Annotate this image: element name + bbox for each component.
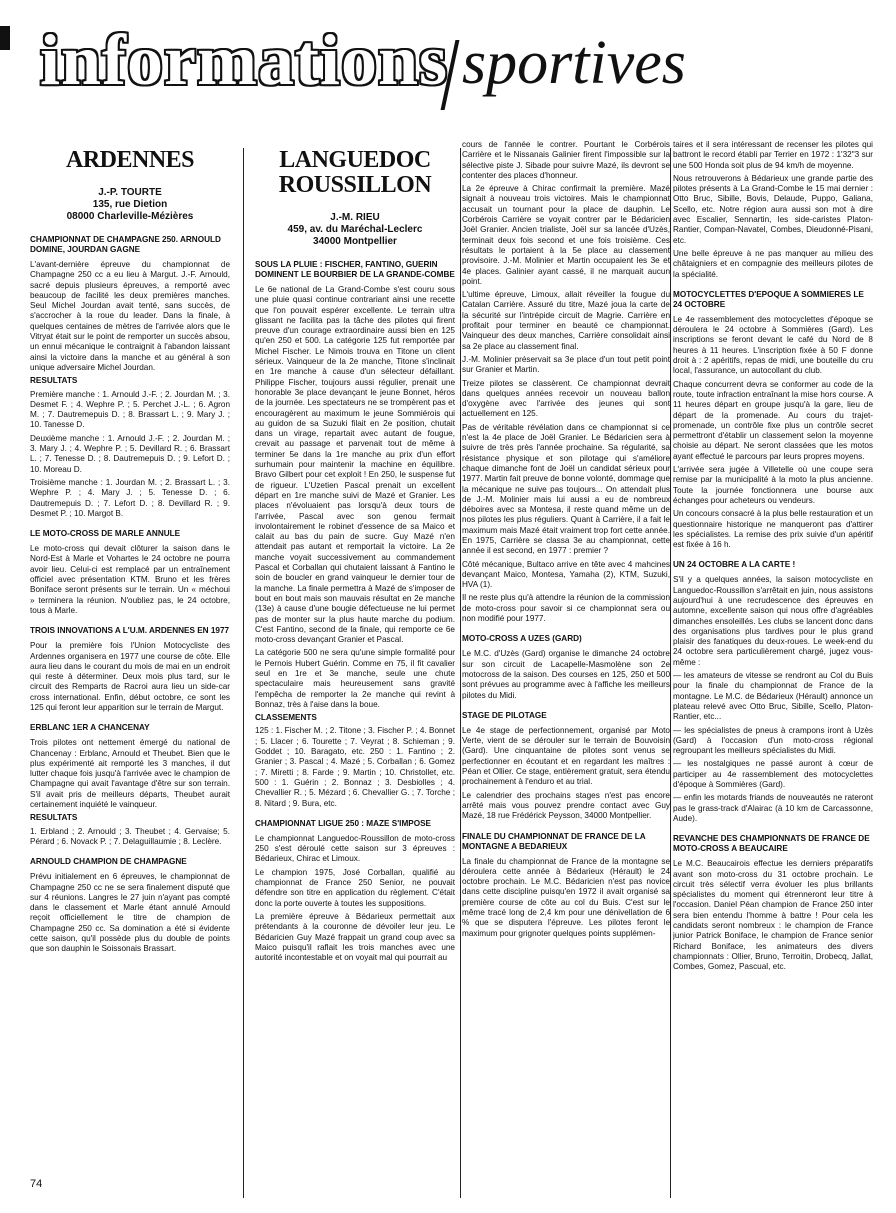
article-paragraph: La finale du championnat de France de la montagne se déroulera cette année à Bédarieux (Hérault) le 24 octobre prochain. Le M.C. Bédaricien n'est pas novice dans cette discipline puisqu'en 1972 il avait organisé sa première course de côte au col du Buis. C'est sur le même tracé long de 2,4 km pour une dénivellation de 6 % que se disputera l'épreuve. Les pilotes feront le maximum pour grignoter quelques points supplémen- [462, 856, 670, 938]
address-line: J.-P. TOURTE [98, 187, 162, 198]
results-text: Première manche : 1. Arnould J.-F. ; 2. Jourdan M. ; 3. Desmet F. ; 4. Wephre P. ; 5. Perchet J.-L. ; 6. Agron M. ; 7. Dautremepuis D. ; 8. Brassart L. ; 9. Mary J. ; 10. Tanesse D. [30, 389, 230, 430]
address-line: 135, rue Dietion [92, 199, 168, 210]
article-paragraph: L'ultime épreuve, Limoux, allait réveiller la fougue du Catalan Carrière. Assuré du titre, Mazé joua la carte de la sécurité sur l'intrépide circuit de Magrie. Carrière en profitait pour terminer en beauté ce championnat. Vainqueur des deux manches, Carrière consolidait ainsi sa 2e place au classement final. [462, 290, 670, 351]
article-title: CHAMPIONNAT LIGUE 250 : MAZE S'IMPOSE [255, 818, 432, 828]
article-paragraph: — les spécialistes de pneus à crampons iront à Uzès (Gard) à l'occasion d'un moto-cross régional regroupant les meilleurs spécialistes du Midi. [673, 725, 873, 756]
article-paragraph: Côté mécanique, Bultaco arrive en tête avec 4 mahcines devançant Maico, Montesa, Yamaha (2), KTM, Suzuki, HVA (1). [462, 559, 670, 590]
region-title: ARDENNES [65, 147, 195, 173]
article-paragraph: L'avant-dernière épreuve du championnat de Champagne 250 cc a eu lieu à Margut. J.-F. Arnould, sacré depuis plusieurs épreuves, a remporté avec beaucoup de facilité les deux premières manches. Seul Michel Jourdan avait tenté, sans succès, de s'accrocher à la roue du leader. Dans la finale, à quelques centaines de mètres de l'arrivée alors que le Vitryat était sur le point de remporter un succès absou, un ennui mécanique le contraignit à l'abandon laissant ainsi la victoire dans la manche et au général à son unique adversaire Michel Jourdan. [30, 260, 230, 372]
article-paragraph: J.-M. Molinier préservait sa 3e place d'un tout petit point sur Granier et Martin. [462, 354, 670, 375]
article-paragraph: S'il y a quelques années, la saison motocycliste en Languedoc-Roussillon s'arrêtait en juin, nous assistons aujourd'hui à une recrudescence des épreuves en automne, excellente saison qui nous offre d'agréables dimanches ensoleillés. Les clubs se lancent donc dans des organisations plus tardives pour le plus grand plaisir des fanatiques du deux-roues. Le week-end du 24 octobre sera particulièrement chargé, jugez vous-même : [673, 575, 873, 667]
article-paragraph: Un concours consacré à la plus belle restauration et un questionnaire historique ne manqueront pas d'attirer les spécialistes. La remise des prix suivie d'un apéritif est fixée à 16 h. [673, 509, 873, 550]
article-paragraph: Pour la première fois l'Union Motocycliste des Ardennes organisera en 1977 une course de côte. Elle aura lieu dans le courant du mois de mai en un endroit qui reste à déterminer. Deux mois plus tard, sur le circuit des Remparts de Racroi aura lieu un side-car cross international. Enfin, début octobre, ce sont les 125 qui feront leur apparition sur le terrain de Margut. [30, 641, 230, 712]
address-line: 459, av. du Maréchal-Leclerc [287, 224, 423, 235]
article-title: REVANCHE DES CHAMPIONNATS DE FRANCE DE MOTO-CROSS A BEAUCAIRE [673, 834, 870, 854]
article-paragraph: taires et il sera intéressant de recenser les pilotes qui battront le record établi par Terrier en 1972 : 1'32"3 sur une 500 Honda soit plus de 94 km/h de moyenne. [673, 140, 873, 170]
column-rule [460, 148, 461, 1198]
corner-mark [0, 26, 10, 50]
correspondent-address [255, 212, 455, 248]
article-paragraph: Une belle épreuve à ne pas manquer au milieu des châtaigniers et en compagnie des meilleurs pilotes de la spécialité. [673, 248, 873, 279]
article-title: LE MOTO-CROSS DE MARLE ANNULE [30, 529, 181, 539]
article-paragraph: Le 4e stage de perfectionnement, organisé par Moto Verte, vient de se dérouler sur le terrain de Bouvoisin (Gard). Une cinquantaine de pilotes sont venus se perfectionner en écoutant et en regardant les maîtres : Péan et Ollier. Ce stage, entièrement gratuit, sera étendu prochainement à l'enduro et au trial. [462, 725, 670, 787]
article-paragraph: Nous retrouverons à Bédarieux une grande partie des pilotes présents à La Grand-Combe le 15 mai dernier : Otto Bruc, Sibille, Bovis, Delaude, Puppo, Galiana, Scello, etc. Notre région aura aussi son mot à dire avec Escalier, Sennartin, les side-caristes Platon-Rantier, Compan-Navatel, Combes, Dieudonné-Pisani, etc. [673, 173, 873, 245]
column-rule [670, 148, 671, 1198]
results-label: RESULTATS [30, 813, 78, 823]
article-paragraph: — enfin les motards friands de nouveautés ne rateront pas le grass-track d'Alairac (à 10 km de Carcassonne, Aude). [673, 793, 873, 823]
article-paragraph: Le calendrier des prochains stages n'est pas encore arrêté mais vous pouvez prendre contact avec Guy Mazé, 18 rue Frédérick Peysson, 34000 Montpellier. [462, 790, 670, 821]
article-title: FINALE DU CHAMPIONNAT DE FRANCE DE LA MONTAGNE A BEDARIEUX [462, 831, 646, 851]
column-rule [243, 148, 244, 1198]
column-three [462, 140, 670, 1200]
article-title: ERBLANC 1ER A CHANCENAY [30, 723, 150, 733]
article-paragraph: Il ne reste plus qu'à attendre la réunion de la commission de moto-cross pour savoir si ce championnat sera ou non modifié pour 1977. [462, 593, 670, 624]
page-header [0, 0, 896, 120]
address-line: 34000 Montpellier [313, 236, 397, 247]
article-paragraph: — les amateurs de vitesse se rendront au Col du Buis pour la finale du championnat de France de la montagne. Le M.C. de Bédarieux (Hérault) annonce un plateau relevé avec Otto Bruc, Sibille, Scello, Platon-Rantier, etc... [673, 671, 873, 722]
article-paragraph: Pas de véritable révélation dans ce championnat si ce n'est la 4e place de Joël Granier. Le Bédaricien sera à suivre de très près l'année prochaine. Sa régularité, sa résistance physique et son pilotage qui s'améliore chaque dimanche font de Joël un candidat sérieux pour 1977. Martin fait preuve de bonne volonté, dommage que la mécanique ne suive pas toujours... On attendait plus de J.-M. Molinier mais lui aussi a eu de nombreux déboires avec sa Montesa, il reste quand même un de nos pilotes les plus réguliers. Quant à Carrière, il a fait le maximum mais Mazé était vraiment trop fort cette année. En 1975, Carrière se classa 3e au championnat, cette année il est second, en 1977 : premier ? [462, 422, 670, 556]
article-title: MOTOCYCLETTES D'EPOQUE A SOMMIERES LE 24 OCTOBRE [673, 289, 864, 309]
address-line: J.-M. RIEU [330, 212, 380, 223]
results-label: CLASSEMENTS [255, 713, 317, 723]
article-paragraph: Chaque concurrent devra se conformer au code de la route, toute infraction entraînant la mise hors course. A 11 heures départ en groupe jusqu'à la gare, lieu de départ de la promenade. Au cours du trajet-promenade, un contrôle fixe plus un contrôle secret permettront d'établir un classement selon la moyenne choisie au départ. Ne seront classées que les motos ayant effectué le parcours par leurs propres moyens. [673, 379, 873, 461]
results-text: Deuxième manche : 1. Arnould J.-F. ; 2. Jourdan M. ; 3. Mary J. ; 4. Wephre P. ; 5. Devillard R. ; 6. Brassart L. ; 7. Tenesse D. ; 8. Dautremepuis D. ; 9. Lefort D. ; 10. Moreau D. [30, 433, 230, 474]
article-paragraph: Le M.C. Beaucairois effectue les derniers préparatifs avant son moto-cross du 31 octobre prochain. Le circuit très sélectif verra évoluer les plus brillants spécialistes du moment qui étrenneront leur titre à l'occasion. Daniel Péan champion de France 250 inter sera bien entendu l'homme à battre ! Pour cela les candidats seront nombreux : le champion de France junior Patrick Boniface, le champion de France senior Richard Boniface, les animateurs des divers championnats : Ollier, Bruno, Terroitin, Drobecq, Jallat, Combes, Gomez, Pascual, etc. [673, 859, 873, 972]
column-four [673, 140, 873, 1200]
article-title: CHAMPIONNAT DE CHAMPAGNE 250. ARNOULD DOMINE, JOURDAN GAGNE [30, 235, 221, 254]
article-paragraph: Prévu initialement en 6 épreuves, le championnat de Champagne 250 cc ne se sera finalement disputé que sur 4 réunions. Langres le 27 juin n'ayant pas compté dans le classement et Marle étant annulé Arnould reçoit officiellement le titre de champion de Champagne 250 cc. Sa domination a été si évidente cette saison, qu'il possède plus du double de points que son dauphin le Soissonais Brassart. [30, 872, 230, 954]
region-title: LANGUEDOC ROUSSILLON [278, 147, 432, 198]
article-title: STAGE DE PILOTAGE [462, 710, 547, 720]
article-paragraph: Le championnat Languedoc-Roussillon de moto-cross 250 s'est déroulé cette saison sur 3 épreuves : Bédarieux, Chirac et Limoux. [255, 833, 455, 864]
article-paragraph: Le 4e rassemblement des motocyclettes d'époque se déroulera le 24 octobre à Sommières (Gard). Les inscriptions se feront devant le café du Nord de 8 heures à 11 heures. L'inscription fixée à 50 F donne droit à : 2 apéritifs, repas de midi, une bouteille du cru local, l'assurance, un autocollant du club. [673, 314, 873, 376]
article-title: ARNOULD CHAMPION DE CHAMPAGNE [30, 857, 187, 867]
article-title: UN 24 OCTOBRE A LA CARTE ! [673, 560, 796, 570]
header-title-sportives: sportives [462, 29, 686, 97]
article-paragraph: Le champion 1975, José Corballan, qualifié au championnat de France 250 Senior, ne pouvait défendre son titre en application du règlement. C'était donc la porte ouverte à toutes les suppositions. [255, 867, 455, 908]
article-paragraph: Le 6e national de La Grand-Combe s'est couru sous une pluie quasi continue contrariant ainsi une recette que l'on pouvait espérer excellente. Le terrain ultra glissant ne facilita pas la tâche des pilotes qui firent preuve d'un courage extraordinaire aussi bien en 125 qu'en 250 et 500. La catégorie 125 fut remportée par Michel Fischer. Le Nimois trouva en Titone un client sérieux. Vainqueur de la 2e manche, Titone s'inclinait en 1re manche à cause d'un sélecteur défaillant. Philippe Fischer, toujours aussi régulier, prenait une honorable 3e place devançant le jeune Bonnet, héros de la journée. Les spectateurs ne se trompèrent pas et encouragèrent au maximum le jeune Sommiérois qui au guidon de sa Suzuki filait en 2e position, chutait dans un virage, repartait avec autant de fougue, crevait au passage et parvenait tout de même à terminer 5e dans la 1re manche au prix d'un effort surhumain pour maintenir la machine en équilibre. Bravo Gilbert pour cet exploit ! En 250, le suspense fut de rigueur. L'Uzetien Pascal prenait un excellent départ en 1re manche suivi de Mazé et Granier. Les places n'évoluaient pas lorsqu'à deux tours de l'arrivée, Pascal avec son genou fermait involontairement le robinet d'essence de sa Maico et calait au bas du pain de sucre. Guy Mazé n'en attendait pas autant et remportait la victoire. La 2e manche voyait successivement au commandement Pascal et Corballan qui chutaient laissant à Fantino le soin de boucler en grand vainqueur le dernier tour de la manche. La finale permettra à Mazé de s'imposer de bout en bout mais son mauvais résultat en 2e manche (13e) à cause d'une bougie défectueuse ne lui permet pas de monter sur la plus haute marche du podium. C'est Fantino, second de la finale, qui remporte ce 6e moto-cross devançant Granier et Pascal. [255, 285, 455, 645]
column-ardennes [30, 140, 230, 1200]
article-paragraph: Treize pilotes se classèrent. Ce championnat devrait dans quelques années recevoir un nouveau ballon d'oxygène avec l'arrivée des jeunes qui sont actuellement en 125. [462, 378, 670, 419]
article-paragraph: — les nostalgiques ne passé auront à cœur de participer au 4e rassemblement des motocyclettes d'époque à Sommières (Gard). [673, 759, 873, 790]
article-paragraph: L'arrivée sera jugée à Villetelle où une coupe sera remise par la municipalité à la moto la plus ancienne. Toute la journée fonctionnera une bourse aux échanges pour acheteurs ou vendeurs. [673, 465, 873, 505]
article-title: SOUS LA PLUIE : FISCHER, FANTINO, GUERIN DOMINENT LE BOURBIER DE LA GRANDE-COMBE [255, 260, 455, 279]
article-title: TROIS INNOVATIONS A L'U.M. ARDENNES EN 1977 [30, 626, 230, 636]
article-paragraph: La 2e épreuve à Chirac confirmait la première. Mazé signait à nouveau trois victoires. Mais le championnat accusait un tournant pour la place de dauphin. Le Corbérois Carrière se voyait contrer par le Bédaricien Joël Granier. Ancien trialiste, Joël sur sa lancée d'Uzès, terminait deux fois second et une fois troisième. Ces résultats le portaient à la 5e place au classement provisoire. J.-M. Molinier et Martin occupaient les 3e et 4e places. Galinier ayant cassé, il ne marquait aucun point. [462, 184, 670, 286]
article-paragraph: La première épreuve à Bédarieux permettait aux prétendants à la couronne de dévoiler leur jeu. Le Bédaricien Guy Mazé frappait un grand coup avec sa Maico puisqu'il raflait les trois manches avec une autorité incontestable et on voyait mal qui pourrait au [255, 911, 455, 963]
results-text: Troisième manche : 1. Jourdan M. ; 2. Brassart L. ; 3. Wephre P. ; 4. Mary J. ; 5. Tenesse D. ; 6. Dautremepuis D. ; 7. Lefort D. ; 8. Devillard R. ; 9. Desmet P. ; 10. Margot B. [30, 477, 230, 518]
correspondent-address [30, 187, 230, 223]
article-paragraph: Trois pilotes ont nettement émergé du national de Chancenay : Erblanc, Arnould et Theubet. Bien que le plus expérimenté ait remporté les 3 manches, il dut lutter chaque fois jusqu'à l'arrivée avec le champion de Champagne qui avait l'avantage d'être sur son terrain. S'il avait pris de meilleurs départs, Theubet aurait certainement inquiété le vainqueur. [30, 738, 230, 810]
article-paragraph: La catégorie 500 ne sera qu'une simple formalité pour le Pernois Hubert Guérin. Comme en 75, il fit cavalier seul en 1re et 3e manche, seule une chute spectaculaire mais heureusement sans gravité l'empêcha de remporter la 2e manche qui revint à Bonnaz, très à l'aise dans la boue. [255, 648, 455, 709]
page-number: 74 [30, 1178, 43, 1190]
results-text: 125 : 1. Fischer M. ; 2. Titone ; 3. Fischer P. ; 4. Bonnet ; 5. Llacer ; 6. Tourette ; 7. Veyrat ; 8. Schieman ; 9. Goddet ; 10. Baragato, etc. 250 : 1. Fantino ; 2. Granier ; 3. Pascal ; 4. Mazé ; 5. Corballan ; 6. Gomez ; 7. Miretti ; 8. Farde ; 9. Martin ; 10. Christollet, etc. 500 : 1. Guérin ; 2. Bonnaz ; 3. Desbiolles ; 4. Chevallier R. ; 5. Mézard ; 6. Chevallier G. ; 7. Torche ; 8. Nitard ; 9. Bura, etc. [255, 726, 455, 808]
article-paragraph: cours de l'année le contrer. Pourtant le Corbérois Carrière et le Nissanais Galinier firent l'impossible sur la sélective piste J. Sibade pour suivre Mazé, ils devront se contenter des places d'honneur. [462, 140, 670, 180]
header-title-informations: informations [40, 20, 448, 100]
results-label: RESULTATS [30, 376, 78, 386]
article-paragraph: Le M.C. d'Uzès (Gard) organise le dimanche 24 octobre sur son circuit de Lacapelle-Masmolène son 2e motocross de la saison. Des courses en 125, 250 et 500 sont prévues au programme avec à l'affiche les meilleurs pilotes du Midi. [462, 649, 670, 700]
column-languedoc [255, 140, 455, 1200]
article-paragraph: Le moto-cross qui devait clôturer la saison dans le Nord-Est à Marle et Vohartes le 24 octobre ne pourra avoir lieu. Celui-ci est remplacé par un entraînement officiel avec présentation KTM. Bruno et les frères Boniface seront présents sur le terrain. Un « méchoui » terminera la réunion. N'oubliez pas, le 24 octobre, tous à Marle. [30, 544, 230, 615]
results-text: 1. Erbland ; 2. Arnould ; 3. Theubet ; 4. Gervaise; 5. Pérard ; 6. Novack P. ; 7. Delaguillaumie ; 8. Leclère. [30, 826, 230, 846]
article-title: MOTO-CROSS A UZES (GARD) [462, 634, 582, 644]
address-line: 08000 Charleville-Mézières [66, 211, 194, 222]
